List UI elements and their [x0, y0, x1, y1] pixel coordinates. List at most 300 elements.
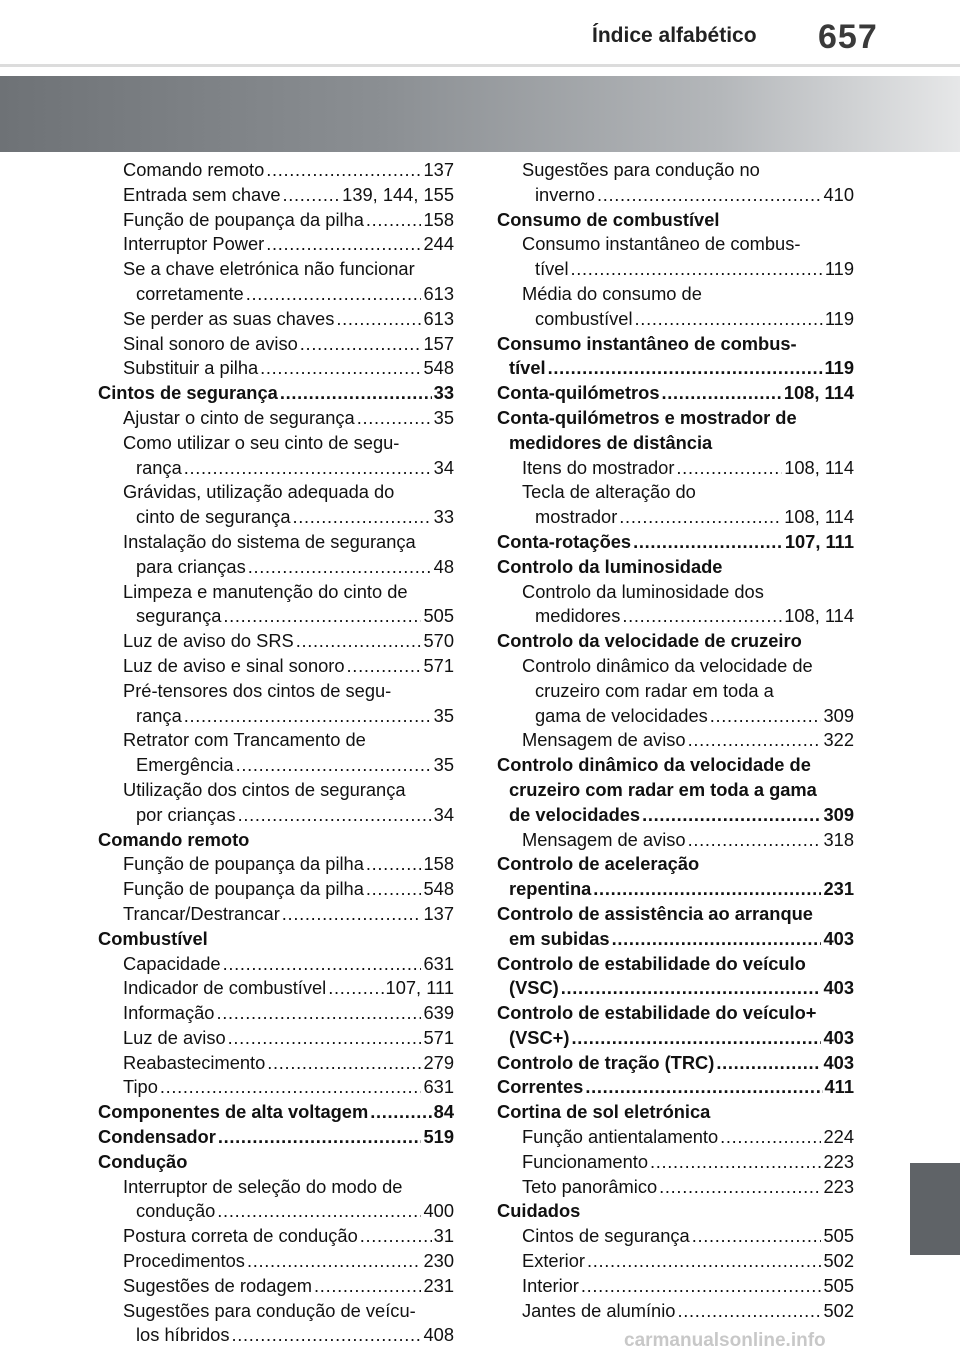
index-entry: [497, 282, 854, 307]
leader-dots: [581, 1274, 822, 1299]
index-entry: [98, 282, 454, 307]
section-thumb-tab: [910, 1163, 960, 1255]
entry-text: Controlo dinâmico da velocidade de: [497, 754, 811, 776]
entry-text: condução: [136, 1200, 216, 1222]
entry-text: Interior: [522, 1274, 579, 1296]
page-reference: 35: [433, 704, 454, 726]
index-heading: [98, 1100, 454, 1125]
entry-text: (VSC+): [509, 1026, 570, 1048]
index-heading: [98, 381, 454, 406]
leader-dots: [662, 381, 782, 406]
index-entry: [98, 480, 454, 505]
entry-text: los híbridos: [136, 1324, 230, 1346]
index-heading: [497, 332, 854, 357]
index-heading: [497, 976, 854, 1001]
leader-dots: [160, 1075, 422, 1100]
index-heading: [497, 431, 854, 456]
entry-text: de velocidades: [509, 803, 641, 825]
leader-dots: [292, 505, 431, 530]
entry-text: Comando remoto: [123, 159, 265, 180]
entry-text: Média do consumo de: [522, 282, 702, 304]
page-reference: 631: [423, 1076, 454, 1098]
page-reference: 108, 114: [784, 456, 854, 478]
entry-text: Mensagem de aviso: [522, 828, 686, 850]
index-entry: [98, 456, 454, 481]
leader-dots: [692, 1224, 822, 1249]
leader-dots: [328, 976, 383, 1001]
entry-text: Conta-quilómetros e mostrador de: [497, 406, 797, 428]
entry-text: Capacidade: [123, 952, 221, 974]
index-entry: [98, 183, 454, 208]
page-reference: 137: [423, 902, 454, 924]
leader-dots: [266, 232, 421, 257]
index-entry: [497, 1299, 854, 1324]
entry-text: Controlo de tração (TRC): [497, 1051, 715, 1073]
entry-text: Cuidados: [497, 1200, 581, 1222]
entry-text: Luz de aviso do SRS: [123, 630, 294, 652]
page-reference: 34: [433, 803, 454, 825]
index-entry: [98, 158, 454, 183]
entry-text: tível: [535, 258, 569, 280]
leader-dots: [216, 1001, 421, 1026]
leader-dots: [347, 654, 422, 679]
index-entry: [98, 1026, 454, 1051]
index-heading: [497, 952, 854, 977]
index-entry: [98, 728, 454, 753]
leader-dots: [336, 307, 421, 332]
entry-text: segurança: [136, 605, 222, 627]
index-entry: [98, 1051, 454, 1076]
page-reference: 403: [823, 1051, 854, 1073]
entry-text: medidores de distância: [509, 431, 713, 453]
entry-text: Grávidas, utilização adequada do: [123, 481, 395, 503]
index-entry: [98, 406, 454, 431]
entry-text: Postura correta de condução: [123, 1225, 358, 1247]
index-entry: [98, 778, 454, 803]
entry-text: gama de velocidades: [535, 704, 708, 726]
entry-text: Cintos de segurança: [98, 382, 278, 404]
leader-dots: [223, 604, 421, 629]
leader-dots: [366, 852, 422, 877]
entry-text: Funcionamento: [522, 1150, 649, 1172]
index-entry: [98, 505, 454, 530]
page-reference: 35: [433, 754, 454, 776]
index-entry: [98, 803, 454, 828]
entry-text: Limpeza e manutenção do cinto de: [123, 580, 408, 602]
watermark: carmanualsonline.info: [624, 1330, 826, 1351]
leader-dots: [370, 1100, 431, 1125]
index-entry: [98, 257, 454, 282]
page-reference: 505: [823, 1225, 854, 1247]
page-reference: 231: [423, 1274, 454, 1296]
leader-dots: [561, 976, 822, 1001]
index-heading: [497, 1051, 854, 1076]
leader-dots: [360, 1224, 432, 1249]
entry-text: medidores: [535, 605, 621, 627]
leader-dots: [218, 1125, 422, 1150]
entry-text: Procedimentos: [123, 1250, 245, 1272]
index-entry: [98, 1001, 454, 1026]
entry-text: Tipo: [123, 1076, 158, 1098]
index-entry: [98, 902, 454, 927]
index-entry: [497, 679, 854, 704]
entry-text: Pré-tensores dos cintos de segu-: [123, 679, 392, 701]
index-entry: [98, 1075, 454, 1100]
entry-text: Correntes: [497, 1076, 584, 1098]
page-reference: 322: [823, 729, 854, 751]
index-heading: [98, 1125, 454, 1150]
page-reference: 224: [823, 1126, 854, 1148]
entry-text: em subidas: [509, 927, 610, 949]
entry-text: Jantes de alumínio: [522, 1299, 676, 1321]
index-entry: [98, 679, 454, 704]
page-reference: 108, 114: [783, 382, 854, 404]
entry-text: Sinal sonoro de aviso: [123, 332, 298, 354]
entry-text: combustível: [535, 307, 633, 329]
page-reference: 119: [824, 357, 854, 379]
index-heading: [497, 356, 854, 381]
entry-text: (VSC): [509, 977, 559, 999]
leader-dots: [357, 406, 432, 431]
leader-dots: [688, 728, 822, 753]
page-reference: 231: [823, 878, 854, 900]
entry-text: Indicador de combustível: [123, 977, 327, 999]
page-reference: 119: [824, 307, 854, 329]
index-entry: [98, 1299, 454, 1324]
index-entry: [497, 158, 854, 183]
page-reference: 108, 114: [784, 605, 854, 627]
index-heading: [497, 1199, 854, 1224]
index-entry: [497, 704, 854, 729]
page-reference: 137: [423, 159, 454, 180]
leader-dots: [677, 1299, 821, 1324]
index-entry: [497, 307, 854, 332]
entry-text: Itens do mostrador: [522, 456, 675, 478]
leader-dots: [247, 1249, 422, 1274]
header-divider: [0, 64, 960, 67]
index-entry: [497, 257, 854, 282]
leader-dots: [587, 1249, 821, 1274]
entry-text: Sugestões para condução no: [522, 159, 760, 180]
page-reference: 244: [423, 233, 454, 255]
page-reference: 411: [824, 1076, 854, 1098]
index-heading: [497, 927, 854, 952]
entry-text: Combustível: [98, 927, 208, 949]
index-entry: [497, 654, 854, 679]
page-reference: 223: [823, 1150, 854, 1172]
index-heading: [497, 1100, 854, 1125]
leader-dots: [612, 927, 822, 952]
index-entry: [98, 1323, 454, 1348]
index-entry: [497, 232, 854, 257]
index-heading: [497, 208, 854, 233]
page-reference: 403: [823, 1026, 854, 1048]
page-reference: 309: [823, 704, 854, 726]
entry-text: Tecla de alteração do: [522, 481, 696, 503]
entry-text: Condução: [98, 1150, 188, 1172]
index-entry: [98, 530, 454, 555]
page-reference: 502: [823, 1250, 854, 1272]
index-entry: [497, 1175, 854, 1200]
page-reference: 613: [423, 307, 454, 329]
leader-dots: [635, 307, 823, 332]
entry-text: Controlo da velocidade de cruzeiro: [497, 630, 802, 652]
index-column-right: [497, 158, 854, 1323]
page-reference: 570: [423, 630, 454, 652]
entry-text: Emergência: [136, 754, 234, 776]
entry-text: repentina: [509, 878, 592, 900]
entry-text: Função de poupança da pilha: [123, 853, 364, 875]
entry-text: Sugestões para condução de veícu-: [123, 1299, 416, 1321]
entry-text: Como utilizar o seu cinto de segu-: [123, 431, 400, 453]
leader-dots: [676, 456, 782, 481]
index-entry: [98, 431, 454, 456]
entry-text: Comando remoto: [98, 828, 250, 850]
index-heading: [497, 753, 854, 778]
page-reference: 230: [423, 1250, 454, 1272]
entry-text: Conta-rotações: [497, 530, 632, 552]
index-entry: [98, 604, 454, 629]
entry-text: corretamente: [136, 282, 244, 304]
entry-text: Controlo de assistência ao arranque: [497, 902, 813, 924]
leader-dots: [283, 183, 341, 208]
entry-text: Teto panorâmico: [522, 1175, 658, 1197]
index-entry: [98, 1224, 454, 1249]
leader-dots: [597, 183, 822, 208]
header-banner: [0, 76, 960, 152]
index-heading: [497, 778, 854, 803]
leader-dots: [716, 1051, 821, 1076]
page-reference: 318: [823, 828, 854, 850]
page-reference: 502: [823, 1299, 854, 1321]
index-entry: [98, 580, 454, 605]
leader-dots: [223, 952, 422, 977]
leader-dots: [571, 257, 823, 282]
index-heading: [497, 555, 854, 580]
page-reference: 107, 111: [784, 530, 854, 552]
entry-text: Controlo de estabilidade do veículo+: [497, 1002, 817, 1024]
index-heading: [497, 1001, 854, 1026]
page-reference: 410: [823, 183, 854, 205]
index-entry: [497, 1150, 854, 1175]
entry-text: Ajustar o cinto de segurança: [123, 406, 355, 428]
index-entry: [497, 1224, 854, 1249]
page-reference: 505: [423, 605, 454, 627]
index-entry: [98, 1199, 454, 1224]
page-reference: 571: [423, 654, 454, 676]
index-heading: [497, 530, 854, 555]
entry-text: Função antientalamento: [522, 1126, 719, 1148]
index-column-left: [98, 158, 454, 1348]
entry-text: Controlo dinâmico da velocidade de: [522, 654, 813, 676]
page-reference: 400: [423, 1200, 454, 1222]
page-reference: 33: [433, 506, 454, 528]
index-heading: [497, 629, 854, 654]
index-entry: [497, 505, 854, 530]
leader-dots: [366, 877, 422, 902]
page-reference: 279: [423, 1051, 454, 1073]
leader-dots: [296, 629, 422, 654]
page-number: 657: [818, 18, 878, 56]
index-heading: [497, 902, 854, 927]
page-reference: 548: [423, 357, 454, 379]
leader-dots: [710, 704, 822, 729]
entry-text: rança: [136, 704, 182, 726]
page-reference: 639: [423, 1002, 454, 1024]
index-entry: [497, 456, 854, 481]
leader-dots: [659, 1175, 821, 1200]
leader-dots: [248, 555, 432, 580]
index-heading: [497, 381, 854, 406]
index-entry: [98, 654, 454, 679]
index-heading: [497, 877, 854, 902]
index-entry: [98, 629, 454, 654]
entry-text: Luz de aviso: [123, 1026, 226, 1048]
entry-text: Interruptor de seleção do modo de: [123, 1175, 403, 1197]
leader-dots: [571, 1026, 821, 1051]
leader-dots: [184, 704, 432, 729]
index-entry: [497, 1249, 854, 1274]
index-entry: [497, 604, 854, 629]
entry-text: Interruptor Power: [123, 233, 265, 255]
entry-text: inverno: [535, 183, 595, 205]
entry-text: cruzeiro com radar em toda a: [535, 679, 774, 701]
index-entry: [98, 1274, 454, 1299]
leader-dots: [228, 1026, 422, 1051]
index-entry: [497, 828, 854, 853]
entry-text: Utilização dos cintos de segurança: [123, 778, 406, 800]
page-reference: 48: [433, 555, 454, 577]
page-reference: 548: [423, 878, 454, 900]
page-reference: 223: [823, 1175, 854, 1197]
leader-dots: [267, 1051, 421, 1076]
leader-dots: [246, 282, 422, 307]
entry-text: Reabastecimento: [123, 1051, 266, 1073]
index-heading: [497, 803, 854, 828]
leader-dots: [217, 1199, 421, 1224]
page-reference: 403: [823, 927, 854, 949]
leader-dots: [548, 356, 823, 381]
leader-dots: [184, 456, 432, 481]
page-reference: 158: [423, 853, 454, 875]
page-reference: 505: [823, 1274, 854, 1296]
entry-text: Exterior: [522, 1250, 585, 1272]
entry-text: Entrada sem chave: [123, 183, 281, 205]
index-entry: [98, 753, 454, 778]
index-heading: [98, 828, 454, 853]
page-reference: 158: [423, 208, 454, 230]
entry-text: cruzeiro com radar em toda a gama: [509, 778, 817, 800]
entry-text: rança: [136, 456, 182, 478]
entry-text: Conta-quilómetros: [497, 382, 660, 404]
entry-text: Sugestões de rodagem: [123, 1274, 313, 1296]
index-entry: [98, 877, 454, 902]
entry-text: Retrator com Trancamento de: [123, 729, 366, 751]
leader-dots: [238, 803, 432, 828]
entry-text: Informação: [123, 1002, 215, 1024]
entry-text: Mensagem de aviso: [522, 729, 686, 751]
entry-text: Consumo instantâneo de combus-: [497, 332, 797, 354]
entry-text: mostrador: [535, 506, 618, 528]
index-entry: [98, 332, 454, 357]
index-entry: [98, 976, 454, 1001]
page-reference: 157: [423, 332, 454, 354]
leader-dots: [622, 604, 782, 629]
index-entry: [98, 232, 454, 257]
leader-dots: [280, 381, 432, 406]
entry-text: Componentes de alta voltagem: [98, 1101, 369, 1123]
entry-text: por crianças: [136, 803, 236, 825]
leader-dots: [266, 158, 421, 183]
entry-text: Função de poupança da pilha: [123, 208, 364, 230]
entry-text: Controlo da luminosidade dos: [522, 580, 764, 602]
index-entry: [98, 555, 454, 580]
entry-text: Controlo de aceleração: [497, 853, 700, 875]
entry-text: tível: [509, 357, 546, 379]
entry-text: Cintos de segurança: [522, 1225, 690, 1247]
entry-text: Consumo de combustível: [497, 208, 720, 230]
page-reference: 519: [423, 1126, 454, 1148]
index-entry: [98, 852, 454, 877]
index-entry: [497, 1274, 854, 1299]
page-reference: 139, 144, 155: [342, 183, 454, 205]
entry-text: cinto de segurança: [136, 506, 291, 528]
page-reference: 309: [823, 803, 854, 825]
entry-text: Instalação do sistema de segurança: [123, 530, 416, 552]
leader-dots: [633, 530, 783, 555]
page-reference: 107, 111: [385, 977, 454, 999]
leader-dots: [300, 332, 422, 357]
page-reference: 631: [423, 952, 454, 974]
entry-text: Cortina de sol eletrónica: [497, 1101, 711, 1123]
leader-dots: [585, 1075, 822, 1100]
index-entry: [98, 1175, 454, 1200]
leader-dots: [232, 1323, 422, 1348]
index-heading: [497, 1026, 854, 1051]
entry-text: Condensador: [98, 1126, 216, 1148]
index-entry: [98, 307, 454, 332]
page-reference: 84: [433, 1101, 454, 1123]
index-entry: [497, 480, 854, 505]
entry-text: Se a chave eletrónica não funcionar: [123, 258, 415, 280]
entry-text: Substituir a pilha: [123, 357, 259, 379]
index-entry: [497, 183, 854, 208]
page-reference: 119: [824, 258, 854, 280]
leader-dots: [619, 505, 782, 530]
index-entry: [497, 1125, 854, 1150]
leader-dots: [236, 753, 432, 778]
leader-dots: [260, 356, 421, 381]
index-heading: [497, 1075, 854, 1100]
index-heading: [497, 852, 854, 877]
index-entry: [98, 704, 454, 729]
entry-text: Consumo instantâneo de combus-: [522, 233, 801, 255]
leader-dots: [314, 1274, 421, 1299]
entry-text: para crianças: [136, 555, 246, 577]
index-entry: [497, 580, 854, 605]
index-entry: [497, 728, 854, 753]
page-reference: 408: [423, 1324, 454, 1346]
leader-dots: [366, 208, 422, 233]
page-reference: 571: [423, 1026, 454, 1048]
leader-dots: [650, 1150, 821, 1175]
leader-dots: [593, 877, 821, 902]
page-reference: 403: [823, 977, 854, 999]
index-heading: [98, 927, 454, 952]
page-reference: 35: [433, 406, 454, 428]
page-reference: 33: [433, 382, 454, 404]
leader-dots: [282, 902, 422, 927]
